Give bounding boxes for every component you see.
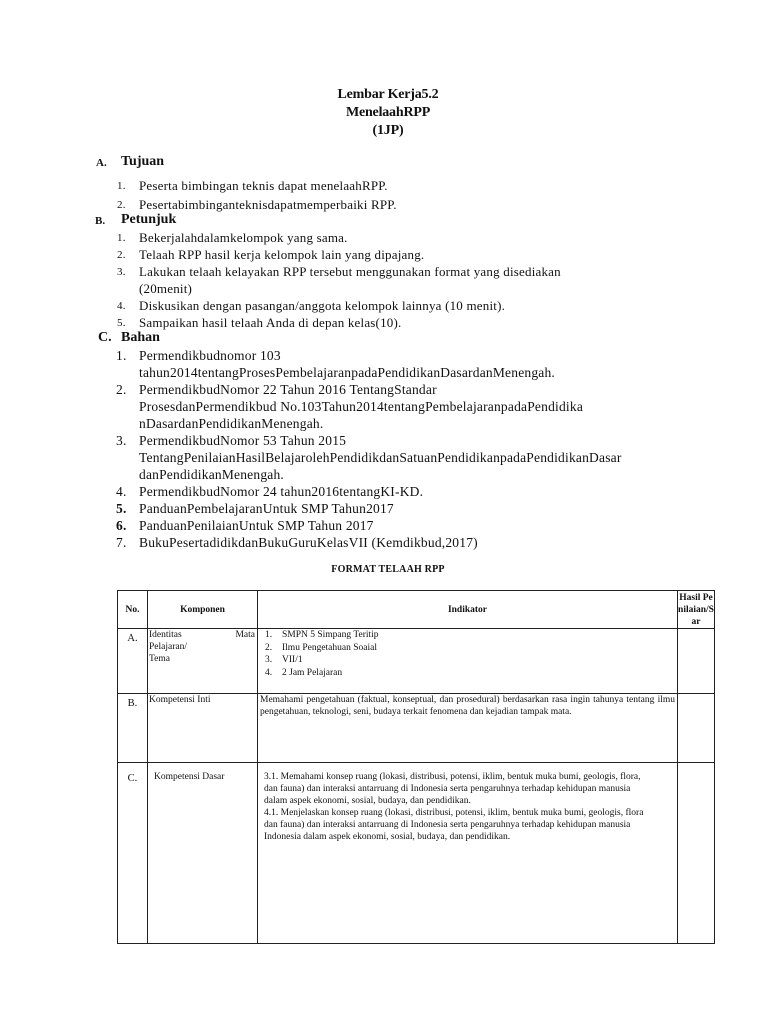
indikator-item bbox=[260, 642, 675, 655]
komponen-text: Identitas bbox=[149, 630, 182, 640]
hasil-cell[interactable] bbox=[678, 694, 715, 763]
list-item bbox=[116, 347, 739, 381]
indikator-text: Ilmu Pengetahuan Soaial bbox=[282, 642, 377, 653]
section-b-letter: B. bbox=[95, 215, 106, 227]
table-row bbox=[118, 694, 715, 763]
indikator-number: 2. bbox=[265, 642, 273, 653]
list-item-text: Lakukan telaah kelayakan RPP tersebut menggunakan format yang disediakan bbox=[139, 264, 561, 279]
list-item bbox=[116, 483, 739, 500]
indikator-cell bbox=[258, 763, 678, 944]
row-number: A. bbox=[118, 629, 148, 694]
komponen-cell: Kompetensi Dasar bbox=[148, 763, 258, 944]
list-item-text-continued: (20menit) bbox=[139, 281, 193, 296]
list-item-number: 3. bbox=[117, 266, 126, 278]
table-row bbox=[118, 629, 715, 694]
list-item-text: PermendikbudNomor 24 tahun2016tentangKI-KD. bbox=[139, 484, 424, 499]
section-a-title: Tujuan bbox=[121, 154, 165, 169]
list-item bbox=[116, 432, 739, 483]
list-item-text-continued: danPendidikanMenengah. bbox=[139, 467, 284, 482]
list-item-text: Sampaikan hasil telaah Anda di depan kelas(10). bbox=[139, 315, 402, 330]
list-item-text: PermendikbudNomor 53 Tahun 2015 bbox=[139, 433, 347, 448]
table-header-row bbox=[118, 591, 715, 629]
list-item-number: 3. bbox=[116, 433, 127, 448]
list-item-number: 6. bbox=[116, 518, 127, 533]
row-number: B. bbox=[118, 694, 148, 763]
indikator-number: 4. bbox=[265, 667, 273, 678]
header-komponen: Komponen bbox=[148, 591, 258, 629]
title-line-1: Lembar Kerja5.2 bbox=[337, 87, 439, 102]
list-item-number: 7. bbox=[116, 535, 127, 550]
list-item-text: PanduanPembelajaranUntuk SMP Tahun2017 bbox=[139, 501, 394, 516]
list-item-text: Pesertabimbinganteknisdapatmemperbaiki RPP. bbox=[139, 197, 397, 212]
telaah-rpp-table bbox=[117, 590, 715, 944]
indikator-item bbox=[260, 629, 675, 642]
header-indikator: Indikator bbox=[258, 591, 678, 629]
komponen-text: Tema bbox=[149, 654, 170, 664]
list-item-text-continued: ProsesdanPermendikbud No.103Tahun2014tentangPembelajaranpadaPendidika bbox=[139, 399, 584, 414]
komponen-identitas bbox=[149, 629, 256, 641]
section-c-list bbox=[116, 347, 739, 551]
list-item-text: Peserta bimbingan teknis dapat menelaahRPP. bbox=[139, 178, 388, 193]
list-item bbox=[117, 297, 719, 314]
komponen-text: Pelajaran/ bbox=[149, 642, 187, 652]
komponen-text: Mata bbox=[235, 630, 255, 640]
worksheet-title bbox=[0, 86, 768, 140]
list-item-number: 5. bbox=[116, 501, 127, 516]
list-item-text: Telaah RPP hasil kerja kelompok lain yang dipajang. bbox=[139, 247, 425, 262]
indikator-cell bbox=[258, 629, 678, 694]
indikator-item bbox=[260, 654, 675, 667]
hasil-cell[interactable] bbox=[678, 629, 715, 694]
list-item-text: Bekerjalahdalamkelompok yang sama. bbox=[139, 230, 348, 245]
list-item-text-continued: nDasardanPendidikanMenengah. bbox=[139, 416, 324, 431]
header-no: No. bbox=[118, 591, 148, 629]
section-c-letter: C. bbox=[98, 330, 112, 345]
indikator-number: 3. bbox=[265, 655, 273, 665]
list-item-text-continued: TentangPenilaianHasilBelajarolehPendidikdanSatuanPendidikanpadaPendidikanDasar bbox=[139, 450, 622, 465]
list-item bbox=[117, 314, 719, 331]
list-item-number: 2. bbox=[116, 382, 127, 397]
table-row bbox=[118, 763, 715, 944]
list-item bbox=[117, 246, 719, 263]
hasil-cell[interactable] bbox=[678, 763, 715, 944]
komponen-cell: Kompetensi Inti bbox=[148, 694, 258, 763]
list-item bbox=[116, 381, 739, 432]
indikator-list bbox=[260, 629, 675, 679]
list-item bbox=[117, 263, 719, 297]
list-item bbox=[116, 534, 739, 551]
list-item bbox=[117, 177, 699, 196]
indikator-text: 2 Jam Pelajaran bbox=[282, 667, 343, 678]
list-item-number: 1. bbox=[116, 348, 127, 363]
list-item-text: PanduanPenilaianUntuk SMP Tahun 2017 bbox=[139, 518, 374, 533]
list-item-text: Permendikbudnomor 103 bbox=[139, 348, 281, 363]
indikator-item bbox=[260, 667, 675, 680]
indikator-text: 4.1. Menjelaskan konsep ruang (lokasi, distribusi, potensi, iklim, bentuk muka bumi, geologis, flora dan fauna) dan interaksi antarruang di Indonesia serta pengaruhnya terhadap kehidupan manusia Indonesia dalam aspek ekonomi, sosial, budaya, dan pendidikan. bbox=[264, 808, 644, 842]
indikator-text: SMPN 5 Simpang Teritip bbox=[282, 630, 379, 640]
komponen-cell bbox=[148, 629, 258, 694]
header-hasil: Hasil Penilaian/Sar bbox=[678, 591, 715, 629]
section-a-letter: A. bbox=[96, 157, 107, 169]
indikator-text: 3.1. Memahami konsep ruang (lokasi, distribusi, potensi, iklim, bentuk muka bumi, geologis, flora, dan fauna) dan interaksi antarruang di Indonesia serta pengaruhnya terhadap kehidupan manusia dalam aspek ekonomi, sosial, budaya, dan pendidikan. bbox=[264, 772, 641, 806]
section-b-title: Petunjuk bbox=[121, 212, 177, 227]
list-item-number: 4. bbox=[117, 300, 126, 312]
list-item bbox=[116, 517, 739, 534]
list-item-number: 4. bbox=[116, 484, 127, 499]
list-item-text: BukuPesertadidikdanBukuGuruKelasVII (Kemdikbud,2017) bbox=[139, 535, 478, 550]
title-line-3: (1JP) bbox=[372, 123, 404, 138]
section-c-title: Bahan bbox=[121, 330, 160, 345]
list-item-number: 2. bbox=[117, 199, 126, 211]
indikator-text: VII/1 bbox=[282, 655, 303, 665]
section-b-list bbox=[117, 229, 719, 331]
list-item-number: 5. bbox=[117, 317, 126, 329]
list-item-number: 2. bbox=[117, 249, 126, 261]
list-item bbox=[116, 500, 739, 517]
list-item-number: 1. bbox=[117, 232, 126, 244]
list-item-text: PermendikbudNomor 22 Tahun 2016 TentangStandar bbox=[139, 382, 437, 397]
indikator-number: 1. bbox=[265, 630, 273, 640]
list-item-text-continued: tahun2014tentangProsesPembelajaranpadaPendidikanDasardanMenengah. bbox=[139, 365, 556, 380]
indikator-cell: Memahami pengetahuan (faktual, konseptual, dan prosedural) berdasarkan rasa ingin tahunya tentang ilmu pengetahuan, teknologi, seni, budaya terkait fenomena dan kejadian tampak mata. bbox=[258, 694, 678, 763]
title-line-2: MenelaahRPP bbox=[345, 105, 431, 120]
list-item bbox=[117, 196, 699, 213]
list-item-text: Diskusikan dengan pasangan/anggota kelompok lainnya (10 menit). bbox=[139, 298, 506, 313]
section-a-list bbox=[117, 177, 699, 213]
row-number: C. bbox=[118, 763, 148, 944]
table-title: FORMAT TELAAH RPP bbox=[331, 564, 445, 575]
list-item-number: 1. bbox=[117, 180, 126, 192]
list-item bbox=[117, 229, 719, 246]
